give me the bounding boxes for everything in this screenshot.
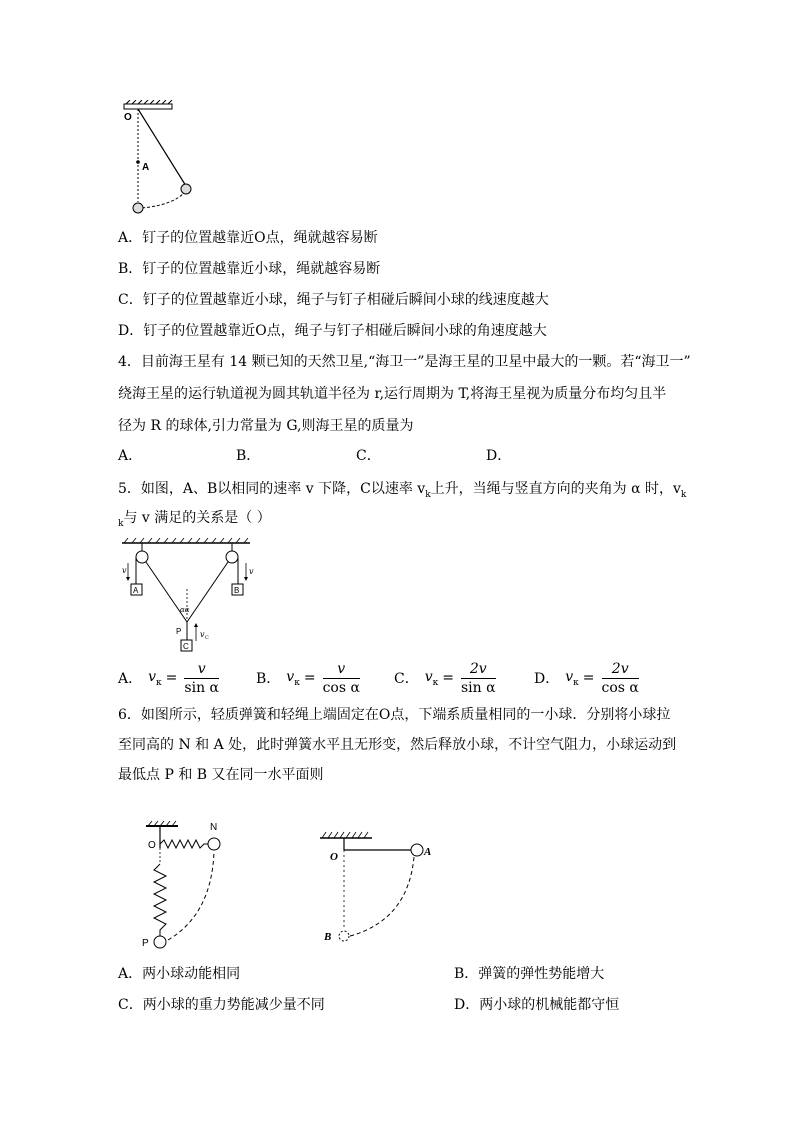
q5-line-2-sub: k [118, 518, 124, 529]
label-p: P [142, 938, 149, 949]
label-alpha: αα [180, 606, 190, 614]
label-O: O [124, 112, 132, 123]
q5-option-d-num: 2v [602, 660, 639, 679]
label-A: A [142, 162, 150, 173]
q5-line-1-sub: k [425, 489, 431, 500]
q4-option-d: D． [486, 448, 512, 464]
ball-p [154, 936, 166, 948]
label-block-c: C [183, 642, 189, 651]
label-point-p: P [176, 627, 182, 636]
label-a-rope: A [424, 846, 432, 858]
nail-point [136, 160, 140, 164]
q5-option-a: A． $v_\kappa$ = $\frac{v}{\text{sin α}}$ [118, 660, 219, 696]
q5-option-d-den: cos α [601, 679, 639, 696]
q6-line-1: 6．如图所示，轻质弹簧和轻绳上端固定在O点，下端系质量相同的一小球．分别将小球拉 [118, 707, 671, 723]
left-pulley [136, 551, 148, 563]
swing-arc [142, 192, 185, 208]
q5-line-1-sub-2: k [680, 489, 687, 500]
q5-option-d-vsub: κ [573, 677, 579, 688]
q5-option-d: D． $v_\kappa$ = $\frac{2v}{\text{cos α}}$ [534, 660, 639, 696]
ball-a [411, 844, 423, 856]
q5-line-2-text: 与 v 满足的关系是（ ） [123, 510, 271, 526]
q5-option-c-v: v [424, 668, 433, 685]
pendulum-figure [118, 100, 208, 218]
q5-option-a-vsub: κ [156, 677, 162, 688]
rope-figure [316, 826, 446, 946]
ceiling [124, 104, 172, 109]
q4-line-3: 径为 R 的球体,引力常量为 G,则海王星的质量为 [118, 418, 414, 434]
q6-option-d: D．两小球的机械能都守恒 [454, 997, 620, 1013]
q5-option-c-label: C． [394, 671, 419, 687]
q5-line-2 [118, 508, 271, 534]
q5-line-1-text: 5．如图，A、B以相同的速率 v 下降，C以速率 v [118, 481, 426, 497]
label-o-rope: O [330, 851, 338, 863]
label-vc: v [200, 630, 205, 639]
q3-option-a: A．钉子的位置越靠近O点，绳就越容易断 [118, 230, 378, 246]
q4-line-2: 绕海王星的运行轨道视为圆其轨道半径为 r,运行周期为 T,将海王星视为质量分布均匀且半 [118, 386, 667, 402]
q5-option-a-den: sin α [184, 679, 219, 696]
rope-right-angled [187, 562, 228, 622]
q5-option-d-label: D． [534, 671, 560, 687]
q6-option-a: A．两小球动能相同 [118, 966, 241, 982]
q6-option-b: B．弹簧的弹性势能增大 [454, 966, 605, 982]
label-block-b: B [234, 586, 240, 595]
horizontal-spring [160, 840, 208, 848]
label-o-spring: O [148, 840, 156, 851]
spring-path-arc [168, 851, 214, 940]
q5-option-c: C． $v_\kappa$ = $\frac{2v}{\text{sin α}}$ [394, 660, 496, 696]
q5-option-b: B． $v_\kappa$ = $\frac{v}{\text{cos α}}$ [256, 660, 360, 696]
q5-option-c-vsub: κ [432, 677, 439, 688]
ball-b [339, 931, 349, 941]
q4-option-a: A． [118, 448, 143, 464]
q4-option-c: C． [356, 448, 381, 464]
q5-option-b-vsub: κ [294, 677, 300, 688]
vertical-spring [154, 864, 166, 936]
q5-option-b-num: v [323, 660, 360, 679]
q4-option-b: B． [236, 448, 261, 464]
label-v-left: v [122, 566, 127, 575]
q5-option-d-v: v [565, 668, 574, 685]
label-b-rope: B [324, 931, 332, 943]
label-v-right: v [249, 567, 254, 576]
q5-option-b-v: v [286, 668, 295, 685]
rope-path-arc [350, 857, 414, 936]
q5-line-1 [118, 479, 686, 505]
q5-option-c-num: 2v [461, 660, 496, 679]
ball-n [208, 838, 220, 850]
q5-option-a-label: A． [118, 671, 143, 687]
q5-option-b-label: B． [256, 671, 281, 687]
q3-option-d: D．钉子的位置越靠近O点，绳子与钉子相碰后瞬间小球的角速度越大 [118, 323, 547, 339]
label-block-a: A [133, 586, 139, 595]
spring-figure [134, 818, 244, 954]
pendulum-string [138, 109, 186, 186]
pulley-figure [118, 537, 258, 655]
q5-option-a-v: v [148, 668, 157, 685]
q4-line-1: 4．目前海王星有 14 颗已知的天然卫星,“海卫一”是海王星的卫星中最大的一颗。若“海卫一” [118, 354, 691, 370]
ball-lowest [133, 203, 143, 213]
label-n: N [210, 822, 218, 833]
q6-line-3: 最低点 P 和 B 又在同一水平面则 [118, 767, 324, 783]
q5-option-c-den: sin α [461, 679, 496, 696]
q5-option-a-num: v [184, 660, 219, 679]
right-pulley [226, 551, 238, 563]
q6-line-2: 至同高的 N 和 A 处，此时弹簧水平且无形变，然后释放小球，不计空气阻力，小球运动到 [118, 737, 677, 753]
q6-option-c: C．两小球的重力势能减少量不同 [118, 997, 325, 1013]
ball-displaced [181, 184, 191, 194]
q5-option-b-den: cos α [322, 679, 360, 696]
q3-option-c: C．钉子的位置越靠近小球，绳子与钉子相碰后瞬间小球的线速度越大 [118, 292, 549, 308]
q5-line-1-end: 上升，当绳与竖直方向的夹角为 α 时，v [430, 481, 681, 497]
label-vc-sub: C [205, 635, 209, 641]
q3-option-b: B．钉子的位置越靠近小球，绳就越容易断 [118, 261, 381, 277]
